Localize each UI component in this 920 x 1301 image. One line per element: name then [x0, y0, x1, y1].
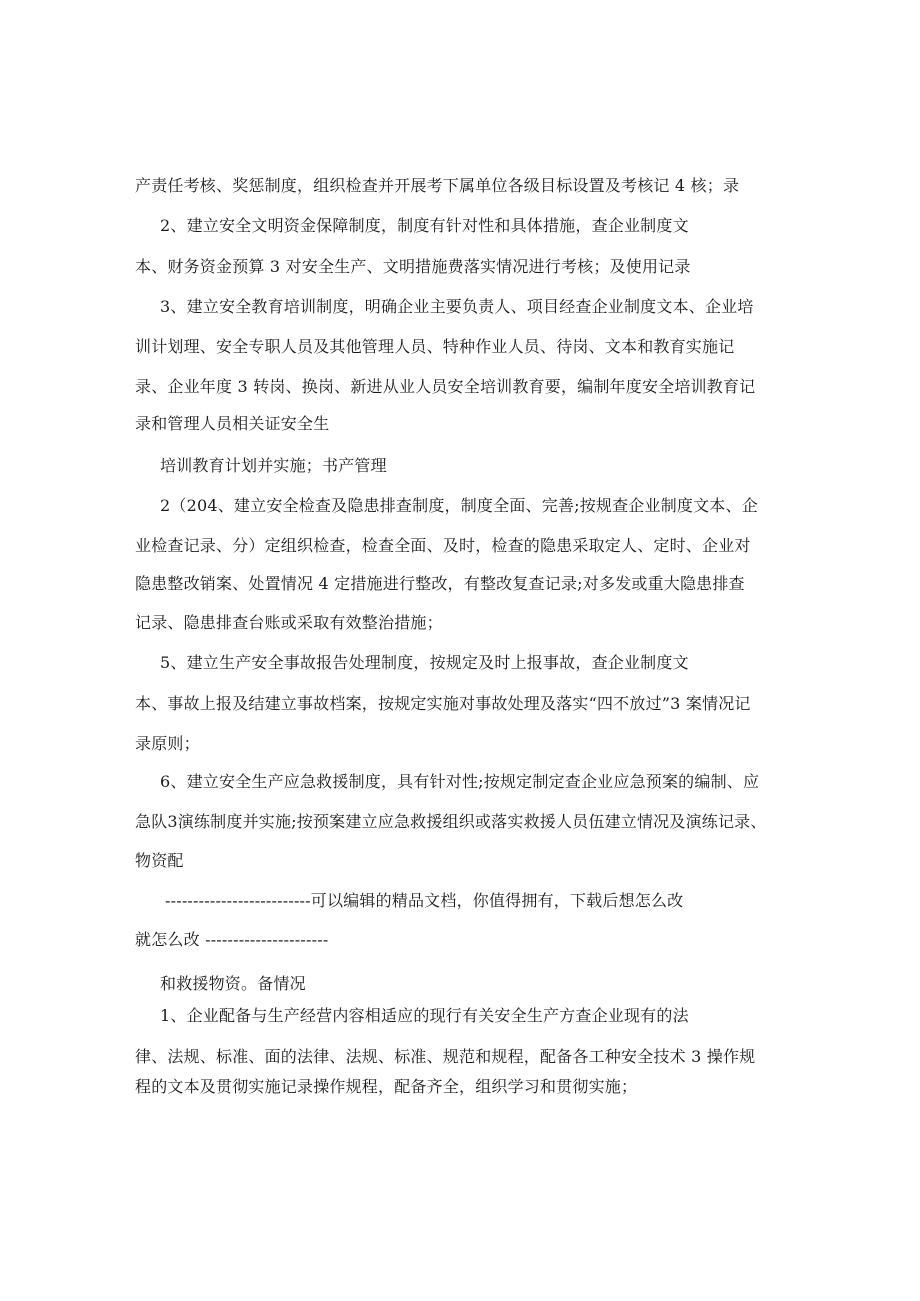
text-line: 1、企业配备与生产经营内容相适应的现行有关安全生产方查企业现有的法: [160, 1006, 689, 1025]
text-line: 物资配: [135, 851, 184, 870]
text-line: 训计划理、安全专职人员及其他管理人员、特种作业人员、待岗、文本和教育实施记: [135, 337, 735, 356]
text-line: 业检查记录、分）定组织检查，检查全面、及时，检查的隐患采取定人、定时、企业对: [135, 536, 751, 555]
text-line: --------------------------可以编辑的精品文档，你值得拥有，下载后想怎么改: [165, 891, 684, 910]
text-line: 培训教育计划并实施；书产管理: [160, 456, 387, 475]
text-line: 就怎么改 ----------------------: [135, 930, 329, 949]
text-line: 记录、隐患排查台账或采取有效整治措施；: [135, 613, 443, 632]
text-line: 程的文本及贯彻实施记录操作规程，配备齐全，组织学习和贯彻实施；: [135, 1077, 638, 1096]
text-line: 本、财务资金预算 3 对安全生产、文明措施费落实情况进行考核；及使用记录: [135, 257, 691, 276]
text-line: 急队3演练制度并实施;按预案建立应急救援组织或落实救援人员伍建立情况及演练记录、: [135, 812, 767, 831]
text-line: 律、法规、标准、面的法律、法规、标准、规范和规程，配备各工种安全技术 3 操作规: [135, 1047, 756, 1066]
text-line: 录、企业年度 3 转岗、换岗、新进从业人员安全培训教育要，编制年度安全培训教育记: [135, 377, 756, 396]
text-line: 6、建立安全生产应急救援制度，具有针对性;按规定制定查企业应急预案的编制、应: [160, 772, 760, 791]
text-line: 2、建立安全文明资金保障制度，制度有针对性和具体措施，查企业制度文: [160, 216, 689, 235]
text-line: 隐患整改销案、处置情况 4 定措施进行整改，有整改复查记录;对多发或重大隐患排查: [135, 574, 745, 593]
text-line: 本、事故上报及结建立事故档案，按规定实施对事故处理及落实“四不放过”3 案情况记: [135, 694, 751, 713]
text-line: 2（204、建立安全检查及隐患排查制度，制度全面、完善;按规查企业制度文本、企: [160, 496, 758, 515]
text-line: 3、建立安全教育培训制度，明确企业主要负责人、项目经查企业制度文本、企业培: [160, 297, 754, 316]
text-line: 录原则；: [135, 734, 200, 753]
text-line: 和救援物资。备情况: [160, 974, 306, 993]
text-line: 产责任考核、奖惩制度，组织检查并开展考下属单位各级目标设置及考核记 4 核；录: [135, 176, 740, 195]
text-line: 录和管理人员相关证安全生: [135, 414, 330, 433]
text-line: 5、建立生产安全事故报告处理制度，按规定及时上报事故，查企业制度文: [160, 653, 689, 672]
